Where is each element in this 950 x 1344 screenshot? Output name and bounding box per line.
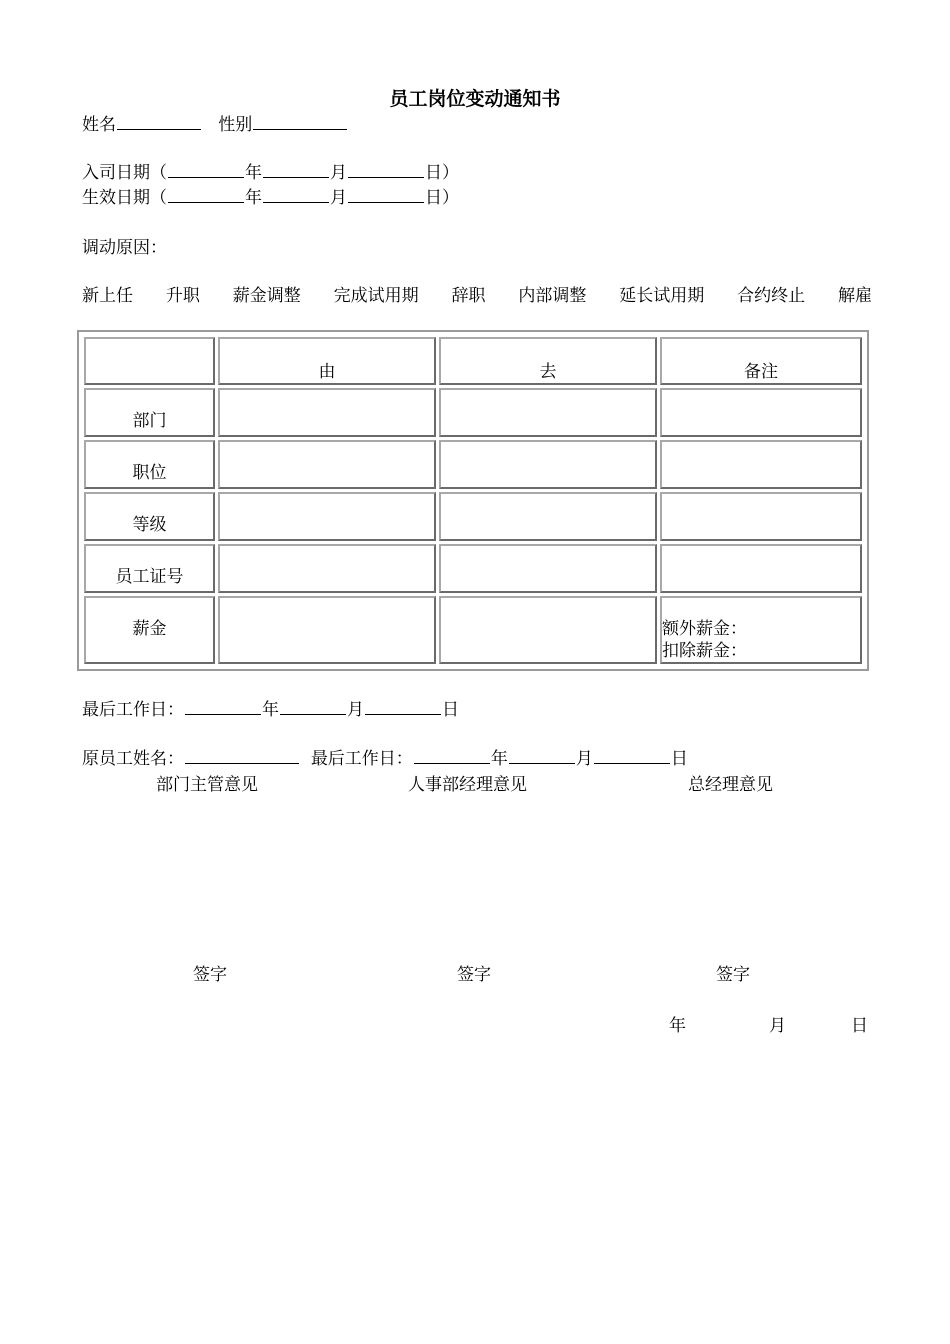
month-label: 月 (575, 749, 593, 769)
orig-month-blank[interactable] (509, 748, 575, 764)
entry-date-label: 入司日期（ (82, 163, 167, 183)
reason-option[interactable]: 解雇 (838, 286, 872, 306)
effective-date-line (82, 187, 459, 209)
name-blank[interactable] (117, 114, 201, 130)
employee-id-note-cell[interactable] (660, 544, 862, 593)
sign-date-day: 日 (851, 1016, 868, 1036)
year-label: 年 (262, 700, 279, 720)
table-header-row (84, 337, 862, 385)
name-label: 姓名 (82, 115, 116, 135)
reason-option[interactable]: 延长试用期 (619, 286, 705, 306)
last-work-month-blank[interactable] (280, 699, 346, 715)
employee-id-from-cell[interactable] (218, 544, 436, 593)
reason-option[interactable]: 升职 (165, 286, 200, 306)
close-paren: ） (442, 188, 459, 208)
gm-opinion: 总经理意见 (688, 775, 773, 795)
last-work-day-blank[interactable] (365, 699, 441, 715)
position-from-cell[interactable] (218, 440, 436, 489)
dept-manager-sign[interactable]: 签字 (193, 965, 227, 985)
name-gender-line (82, 114, 348, 136)
table-row (84, 544, 862, 593)
last-work-day-label: 最后工作日： (310, 749, 413, 769)
header-cell-note: 备注 (660, 337, 862, 385)
deduct-salary-label: 扣除薪金： (662, 641, 747, 661)
grade-from-cell[interactable] (218, 492, 436, 541)
year-label: 年 (490, 749, 508, 769)
effective-month-blank[interactable] (263, 187, 329, 203)
reason-options (82, 285, 872, 307)
row-label-position: 职位 (84, 440, 215, 489)
orig-day-blank[interactable] (594, 748, 670, 764)
effective-day-blank[interactable] (348, 187, 424, 203)
month-label: 月 (347, 700, 364, 720)
reason-option[interactable]: 薪金调整 (232, 286, 301, 306)
page-title: 员工岗位变动通知书 (389, 88, 561, 110)
effective-date-label: 生效日期（ (82, 188, 167, 208)
header-cell-to: 去 (439, 337, 657, 385)
table-row (84, 388, 862, 437)
hr-manager-opinion: 人事部经理意见 (408, 775, 527, 795)
close-paren: ） (442, 163, 459, 183)
month-label: 月 (330, 188, 347, 208)
table-row (84, 492, 862, 541)
last-work-day-line (82, 699, 459, 721)
extra-salary-label: 额外薪金： (662, 619, 747, 639)
last-work-day-label: 最后工作日： (82, 700, 184, 720)
sign-date-year: 年 (669, 1016, 686, 1036)
reason-option[interactable]: 辞职 (451, 286, 486, 306)
month-label: 月 (330, 163, 347, 183)
department-to-cell[interactable] (439, 388, 657, 437)
reason-option[interactable]: 内部调整 (518, 286, 587, 306)
reason-option[interactable]: 新上任 (82, 286, 133, 306)
day-label: 日 (425, 188, 442, 208)
entry-month-blank[interactable] (263, 162, 329, 178)
entry-date-line (82, 162, 459, 184)
position-to-cell[interactable] (439, 440, 657, 489)
orig-employee-label: 原员工姓名： (82, 749, 184, 769)
salary-note-cell[interactable] (660, 596, 862, 664)
last-work-year-blank[interactable] (185, 699, 261, 715)
day-label: 日 (670, 749, 688, 769)
row-label-department: 部门 (84, 388, 215, 437)
row-label-salary: 薪金 (84, 596, 215, 664)
reason-label: 调动原因： (82, 238, 167, 258)
hr-manager-sign[interactable]: 签字 (457, 965, 491, 985)
orig-year-blank[interactable] (414, 748, 490, 764)
row-label-employee-id: 员工证号 (84, 544, 215, 593)
table-row (84, 440, 862, 489)
orig-employee-blank[interactable] (185, 748, 299, 764)
sign-date-month: 月 (769, 1016, 786, 1036)
header-cell-empty (84, 337, 215, 385)
gender-blank[interactable] (253, 114, 347, 130)
salary-to-cell[interactable] (439, 596, 657, 664)
gender-label: 性别 (218, 115, 253, 135)
year-label: 年 (245, 163, 262, 183)
reason-option[interactable]: 合约终止 (737, 286, 806, 306)
year-label: 年 (245, 188, 262, 208)
day-label: 日 (425, 163, 442, 183)
department-from-cell[interactable] (218, 388, 436, 437)
grade-to-cell[interactable] (439, 492, 657, 541)
header-cell-from: 由 (218, 337, 436, 385)
department-note-cell[interactable] (660, 388, 862, 437)
row-label-grade: 等级 (84, 492, 215, 541)
salary-from-cell[interactable] (218, 596, 436, 664)
gm-sign[interactable]: 签字 (716, 965, 750, 985)
orig-employee-line (82, 748, 688, 770)
reason-option[interactable]: 完成试用期 (333, 286, 419, 306)
table-row (84, 596, 862, 664)
entry-year-blank[interactable] (168, 162, 244, 178)
employee-id-to-cell[interactable] (439, 544, 657, 593)
effective-year-blank[interactable] (168, 187, 244, 203)
day-label: 日 (442, 700, 459, 720)
entry-day-blank[interactable] (348, 162, 424, 178)
position-note-cell[interactable] (660, 440, 862, 489)
transfer-table (77, 330, 869, 671)
grade-note-cell[interactable] (660, 492, 862, 541)
dept-manager-opinion: 部门主管意见 (156, 775, 258, 795)
